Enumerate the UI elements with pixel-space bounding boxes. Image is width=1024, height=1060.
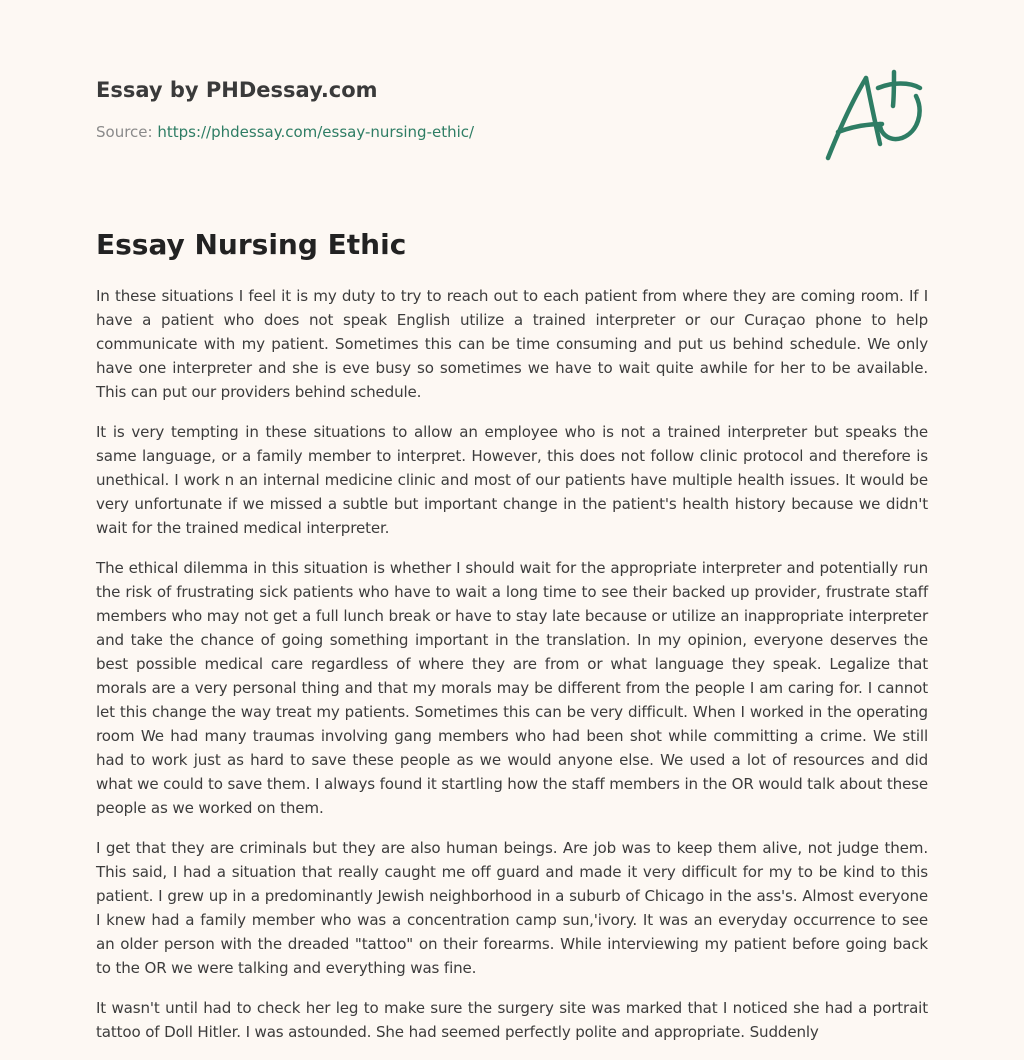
essay-title: Essay Nursing Ethic (96, 228, 407, 261)
essay-paragraph: The ethical dilemma in this situation is whether I should wait for the appropriate interpreter and potentially run the risk of frustrating sick patients who have to wait a long time to see their backed up provider, frustrate staff members who may not get a full lunch break or have to stay late because or utilize an inappropriate interpreter and take the chance of going something important in the translation. In my opinion, everyone deserves the best possible medical care regardless of where they are from or what language they speak. Legalize that morals are a very personal thing and that my morals may be different from the people I am caring for. I cannot let this change the way treat my patients. Sometimes this can be very difficult. When I worked in the operating room We had many traumas involving gang members who had been shot while committing a crime. We still had to work just as hard to save these people as we would anyone else. We used a lot of resources and did what we could to save them. I always found it startling how the staff members in the OR would talk about these people as we worked on them. (96, 559, 928, 817)
brand-title: Essay by PHDessay.com (96, 78, 378, 102)
essay-paragraph: It is very tempting in these situations to allow an employee who is not a trained interpreter but speaks the same language, or a family member to interpret. However, this does not follow clinic protocol and therefore is unethical. I work n an internal medicine clinic and most of our patients have multiple health issues. It would be very unfortunate if we missed a subtle but important change in the patient's health history because we didn't wait for the trained medical interpreter. (96, 423, 928, 537)
essay-paragraph: In these situations I feel it is my duty to try to reach out to each patient from where they are coming room. If I have a patient who does not speak English utilize a trained interpreter or our Curaçao phone to help communicate with my patient. Sometimes this can be time consuming and put us behind schedule. We only have one interpreter and she is eve busy so sometimes we have to wait quite awhile for her to be available. This can put our providers behind schedule. (96, 287, 928, 401)
essay-paragraph: It wasn't until had to check her leg to make sure the surgery site was marked that I noticed she had a portrait tattoo of Doll Hitler. I was astounded. She had seemed perfectly polite and appropriate. Suddenly (96, 999, 928, 1041)
a-plus-grade-icon (820, 68, 930, 168)
source-label: Source: (96, 123, 158, 141)
essay-paragraph: I get that they are criminals but they are also human beings. Are job was to keep them alive, not judge them. This said, I had a situation that really caught me off guard and made it very difficult for my to be kind to this patient. I grew up in a predominantly Jewish neighborhood in a suburb of Chicago in the ass's. Almost everyone I knew had a family member who was a concentration camp sun,'ivory. It was an everyday occurrence to see an older person with the dreaded "tattoo" on their forearms. While interviewing my patient before going back to the OR we were talking and everything was fine. (96, 839, 928, 977)
essay-body (96, 284, 928, 1060)
source-line (96, 122, 796, 142)
page-header (96, 76, 796, 142)
source-link[interactable]: https://phdessay.com/essay-nursing-ethic/ (157, 123, 475, 141)
